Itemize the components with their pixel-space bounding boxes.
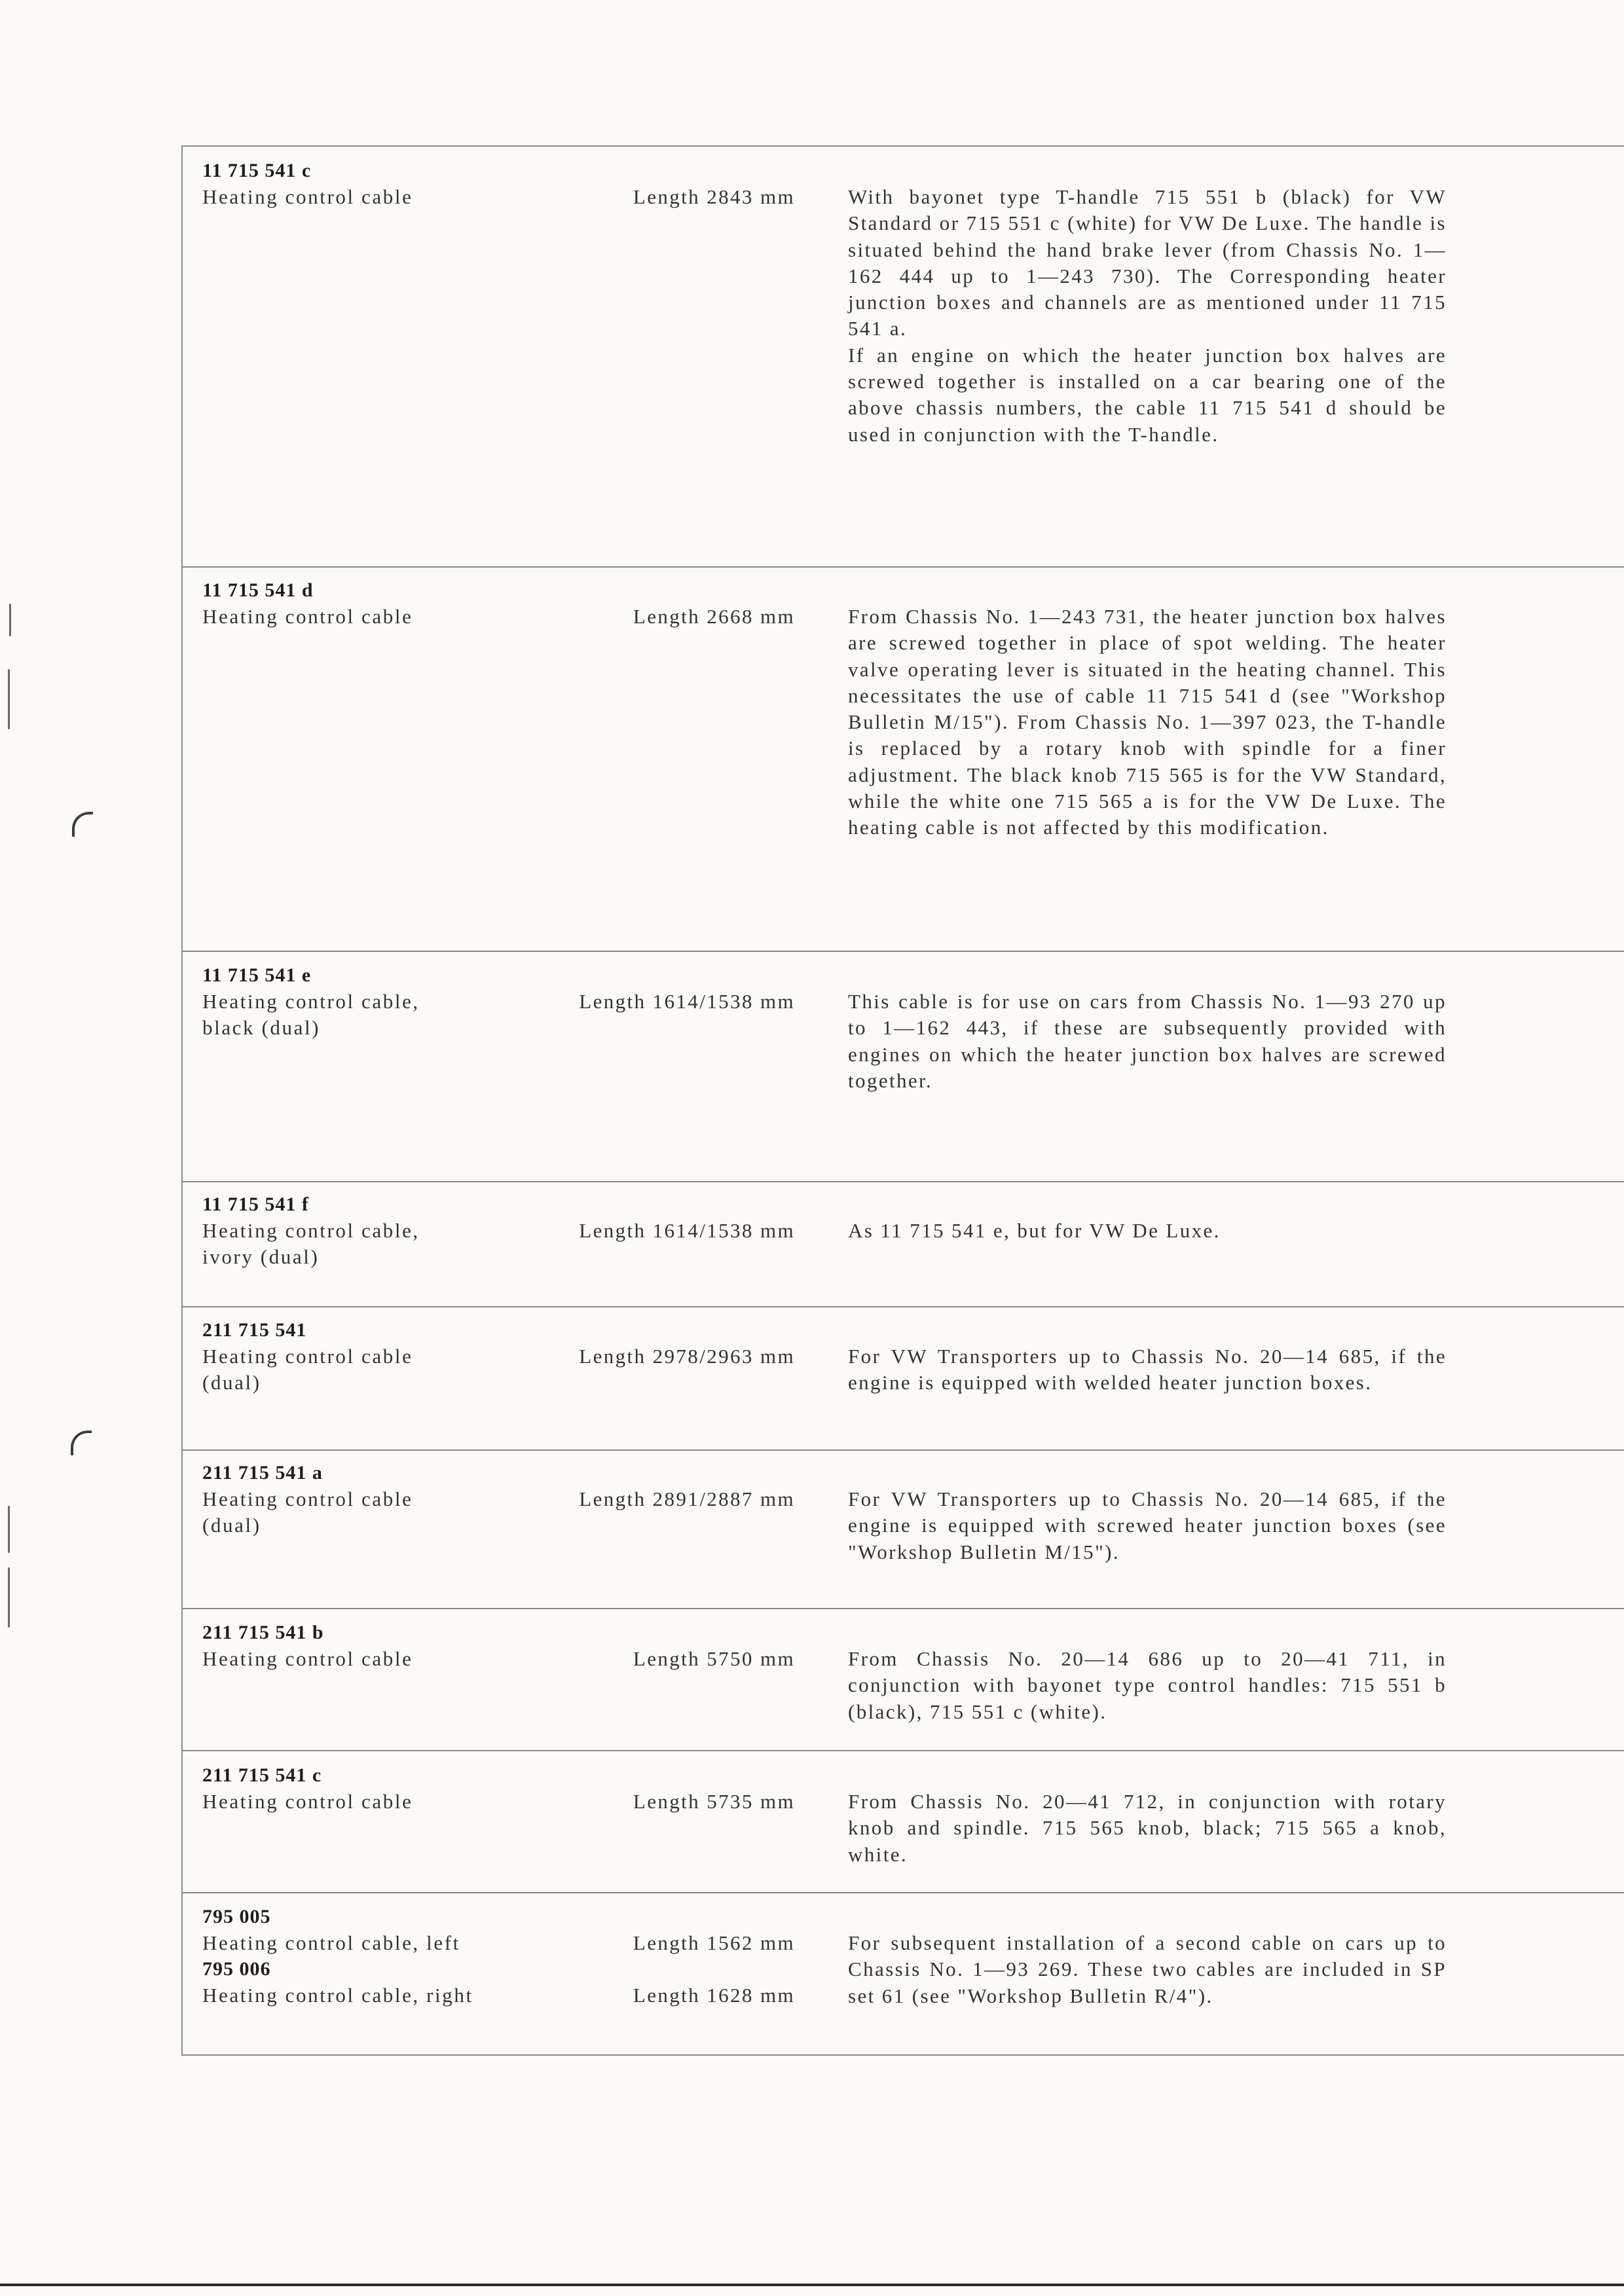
part-entry bbox=[202, 577, 1624, 839]
row-divider bbox=[181, 1306, 1624, 1307]
note-paragraph: From Chassis No. 1—243 731, the heater junction box halves are screwed together in place of spot welding. The heater valve operating lever is situated in the heating channel. This necessitates the use of cable 11 715 541 d (see "Workshop Bulletin M/15"). From Chassis No. 1—397 023, the T-handle is replaced by a rotary knob with spindle for a finer adjustment. The black knob 715 565 is for the VW Standard, while the white one 715 565 a is for the VW De Luxe. The heating cable is not affected by this modification. bbox=[848, 605, 1447, 839]
part-length: Length 2668 mm bbox=[633, 605, 795, 628]
part-description: Heating control cable bbox=[202, 1647, 413, 1670]
note-paragraph: With bayonet type T-handle 715 551 b (black) for VW Standard or 715 551 c (white) for VW De Luxe. The handle is situated behind the hand brake lever (from Chassis No. 1—162 444 up to 1—243 730). The Corresponding heater junction boxes and channels are as mentioned under 11 715 541 a. bbox=[848, 185, 1447, 340]
part-entry bbox=[202, 1192, 1624, 1270]
note-paragraph: As 11 715 541 e, but for VW De Luxe. bbox=[848, 1219, 1221, 1242]
part-note bbox=[848, 1930, 1447, 2009]
part-note bbox=[848, 1486, 1447, 1565]
binder-mark bbox=[8, 669, 10, 729]
row-divider bbox=[181, 1892, 1624, 1893]
note-paragraph: From Chassis No. 20—14 686 up to 20—41 711, in conjunction with bayonet type control handles: 715 551 b (black), 715 551 c (white). bbox=[848, 1647, 1447, 1723]
row-divider bbox=[181, 951, 1624, 952]
part-note bbox=[848, 1343, 1447, 1396]
part-number: 11 715 541 f bbox=[202, 1194, 309, 1215]
part-description-left: Heating control cable, left bbox=[202, 1931, 460, 1954]
part-length: Length 2891/2887 mm bbox=[579, 1487, 795, 1510]
part-note bbox=[848, 1646, 1447, 1725]
part-entry-pair bbox=[202, 1904, 1624, 2009]
part-description: Heating control cable, bbox=[202, 990, 420, 1013]
part-entry bbox=[202, 962, 1624, 1092]
table-top-rule bbox=[181, 145, 1624, 147]
part-number: 211 715 541 a bbox=[202, 1462, 323, 1484]
part-description: Heating control cable bbox=[202, 605, 413, 628]
part-description-right: Heating control cable, right bbox=[202, 1984, 473, 2007]
punch-hole-edge bbox=[71, 1430, 92, 1455]
part-number: 211 715 541 b bbox=[202, 1622, 324, 1643]
part-note bbox=[848, 1789, 1447, 1868]
binder-mark bbox=[9, 604, 11, 636]
table-frame-left bbox=[181, 145, 183, 2056]
part-description: black (dual) bbox=[202, 1016, 321, 1039]
part-number-right: 795 006 bbox=[202, 1958, 271, 1980]
part-length: Length 1614/1538 mm bbox=[579, 990, 795, 1013]
part-entry bbox=[202, 1460, 1624, 1563]
part-description: Heating control cable bbox=[202, 185, 413, 208]
part-description: Heating control cable bbox=[202, 1487, 413, 1510]
row-divider bbox=[181, 1750, 1624, 1751]
note-paragraph: From Chassis No. 20—41 712, in conjunction with rotary knob and spindle. 715 565 knob, black; 715 565 a knob, white. bbox=[848, 1790, 1447, 1866]
part-note bbox=[848, 1218, 1447, 1244]
part-number: 11 715 541 d bbox=[202, 579, 314, 601]
part-note bbox=[848, 604, 1447, 841]
part-length-right: Length 1628 mm bbox=[633, 1984, 795, 2007]
part-description: Heating control cable, bbox=[202, 1219, 420, 1242]
scan-bottom-edge bbox=[0, 2284, 1624, 2286]
part-description: Heating control cable bbox=[202, 1790, 413, 1813]
row-divider bbox=[181, 1449, 1624, 1451]
part-number: 211 715 541 bbox=[202, 1319, 307, 1341]
part-note bbox=[848, 989, 1447, 1094]
note-paragraph: For VW Transporters up to Chassis No. 20—14 685, if the engine is equipped with screwed heater junction boxes (see "Workshop Bulletin M/15"). bbox=[848, 1487, 1447, 1563]
part-length: Length 5750 mm bbox=[633, 1647, 795, 1670]
part-entry bbox=[202, 1620, 1624, 1723]
punch-hole-edge bbox=[72, 812, 93, 837]
part-number-left: 795 005 bbox=[202, 1906, 271, 1927]
row-divider bbox=[181, 1181, 1624, 1182]
part-length-left: Length 1562 mm bbox=[633, 1931, 795, 1954]
binder-mark bbox=[8, 1506, 10, 1553]
part-length: Length 2843 mm bbox=[633, 185, 795, 208]
note-paragraph: If an engine on which the heater junction box halves are screwed together is installed on a car bearing one of the above chassis numbers, the cable 11 715 541 d should be used in conjunction with the T-handle. bbox=[848, 343, 1447, 446]
part-description: Heating control cable bbox=[202, 1345, 413, 1368]
row-divider bbox=[181, 1608, 1624, 1609]
note-paragraph: This cable is for use on cars from Chassis No. 1—93 270 up to 1—162 443, if these are subsequently provided with engines on which the heater junction box halves are screwed together. bbox=[848, 990, 1447, 1092]
part-description: (dual) bbox=[202, 1371, 261, 1394]
part-note bbox=[848, 184, 1447, 448]
row-divider bbox=[181, 566, 1624, 568]
part-entry bbox=[202, 158, 1624, 446]
binder-mark bbox=[8, 1567, 10, 1628]
part-number: 211 715 541 c bbox=[202, 1764, 322, 1786]
part-entry bbox=[202, 1762, 1624, 1866]
part-description: ivory (dual) bbox=[202, 1245, 320, 1268]
table-bottom-rule bbox=[181, 2054, 1624, 2056]
part-length: Length 1614/1538 mm bbox=[579, 1219, 795, 1242]
part-length: Length 2978/2963 mm bbox=[579, 1345, 795, 1368]
part-number: 11 715 541 c bbox=[202, 160, 312, 181]
part-description: (dual) bbox=[202, 1514, 261, 1537]
part-entry bbox=[202, 1317, 1624, 1396]
note-paragraph: For subsequent installation of a second cable on cars up to Chassis No. 1—93 269. These two cables are included in SP set 61 (see "Workshop Bulletin R/4"). bbox=[848, 1931, 1447, 2007]
part-number: 11 715 541 e bbox=[202, 964, 312, 986]
note-paragraph: For VW Transporters up to Chassis No. 20—14 685, if the engine is equipped with welded heater junction boxes. bbox=[848, 1345, 1447, 1394]
part-length: Length 5735 mm bbox=[633, 1790, 795, 1813]
